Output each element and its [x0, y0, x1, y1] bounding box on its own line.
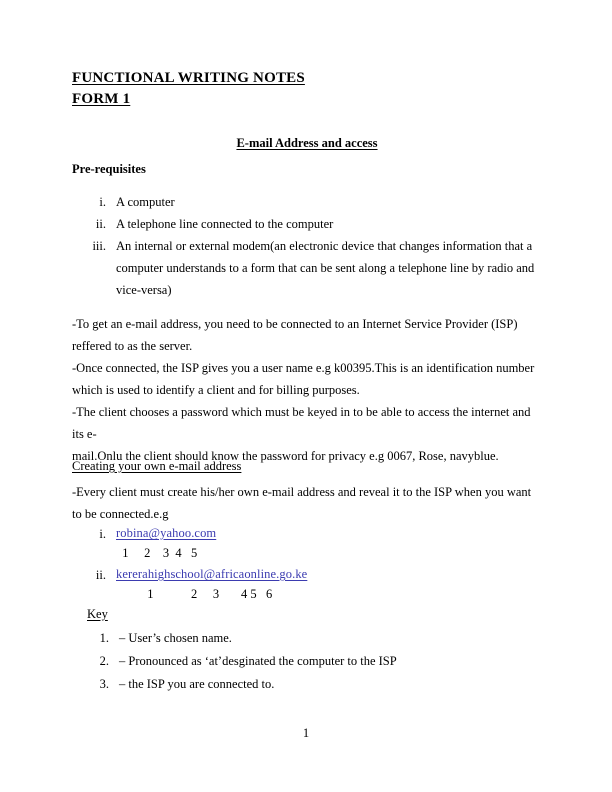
list-item-text: – the ISP you are connected to. — [119, 677, 275, 691]
creating-address-heading-text: Creating your own e-mail address — [72, 459, 242, 473]
list-item-marker: 2. — [99, 654, 109, 668]
key-heading — [87, 607, 108, 622]
body-paragraphs — [72, 313, 540, 467]
body-line: which is used to identify a client and for billing purposes. — [72, 383, 360, 397]
list-item — [72, 235, 542, 301]
list-item-marker: 1. — [99, 631, 109, 645]
list-item-text: A computer — [116, 195, 175, 209]
key-list — [87, 627, 527, 696]
section-heading — [72, 136, 542, 151]
list-item-text: An internal or external modem(an electronic device that changes information that a computer understands to a form that can be sent along a telephone line by radio and vice-versa) — [116, 239, 535, 297]
page-title-line-1-text: FUNCTIONAL WRITING NOTES — [72, 70, 305, 86]
list-item-text: – User’s chosen name. — [119, 631, 232, 645]
email-part-numbers: 1 2 3 4 5 6 — [116, 587, 273, 601]
email-address-link[interactable]: robina@yahoo.com — [116, 526, 217, 540]
list-item — [72, 564, 542, 605]
list-item-marker: i. — [99, 527, 106, 541]
page-number: 1 — [302, 726, 310, 740]
prerequisites-list — [72, 191, 542, 301]
list-item-marker: i. — [99, 195, 106, 209]
page-title-line-1 — [72, 68, 542, 89]
list-item-marker: iii. — [92, 239, 106, 253]
page-title-line-2-text: FORM 1 — [72, 91, 131, 107]
document-title-block — [72, 68, 542, 110]
list-item-text: A telephone line connected to the computer — [116, 217, 334, 231]
email-part-numbers: 1 2 3 4 5 — [116, 546, 198, 560]
list-item-marker: 3. — [99, 677, 109, 691]
body-line: -Once connected, the ISP gives you a user name e.g k00395.This is an identification number — [72, 361, 535, 375]
body-line: -To get an e-mail address, you need to be connected to an Internet Service Provider (ISP) — [72, 317, 518, 331]
list-item — [87, 673, 527, 696]
creating-address-heading — [72, 459, 241, 474]
list-item-marker: ii. — [95, 568, 106, 582]
email-examples-list — [72, 523, 542, 605]
prerequisites-heading: Pre-requisites — [72, 162, 146, 176]
body-line: -The client chooses a password which must be keyed in to be able to access the internet and its e- — [72, 405, 531, 441]
list-item-marker: ii. — [95, 217, 106, 231]
section-heading-text: E-mail Address and access — [236, 136, 378, 150]
list-item-text: – Pronounced as ‘at’desginated the computer to the ISP — [119, 654, 397, 668]
email-address-link[interactable]: kererahighschool@africaonline.go.ke — [116, 567, 308, 581]
list-item — [72, 213, 542, 235]
body-line: reffered to as the server. — [72, 339, 193, 353]
body-line: mail.Onlu the client should know the password for privacy e.g 0067, Rose, navyblue. — [72, 449, 499, 463]
list-item — [72, 523, 542, 564]
key-heading-text: Key — [87, 607, 108, 621]
list-item — [87, 650, 527, 673]
creating-address-paragraph: -Every client must create his/her own e-mail address and reveal it to the ISP when you want to be connected.e.g — [72, 485, 532, 521]
list-item — [87, 627, 527, 650]
page-title-line-2 — [72, 89, 542, 110]
list-item — [72, 191, 542, 213]
